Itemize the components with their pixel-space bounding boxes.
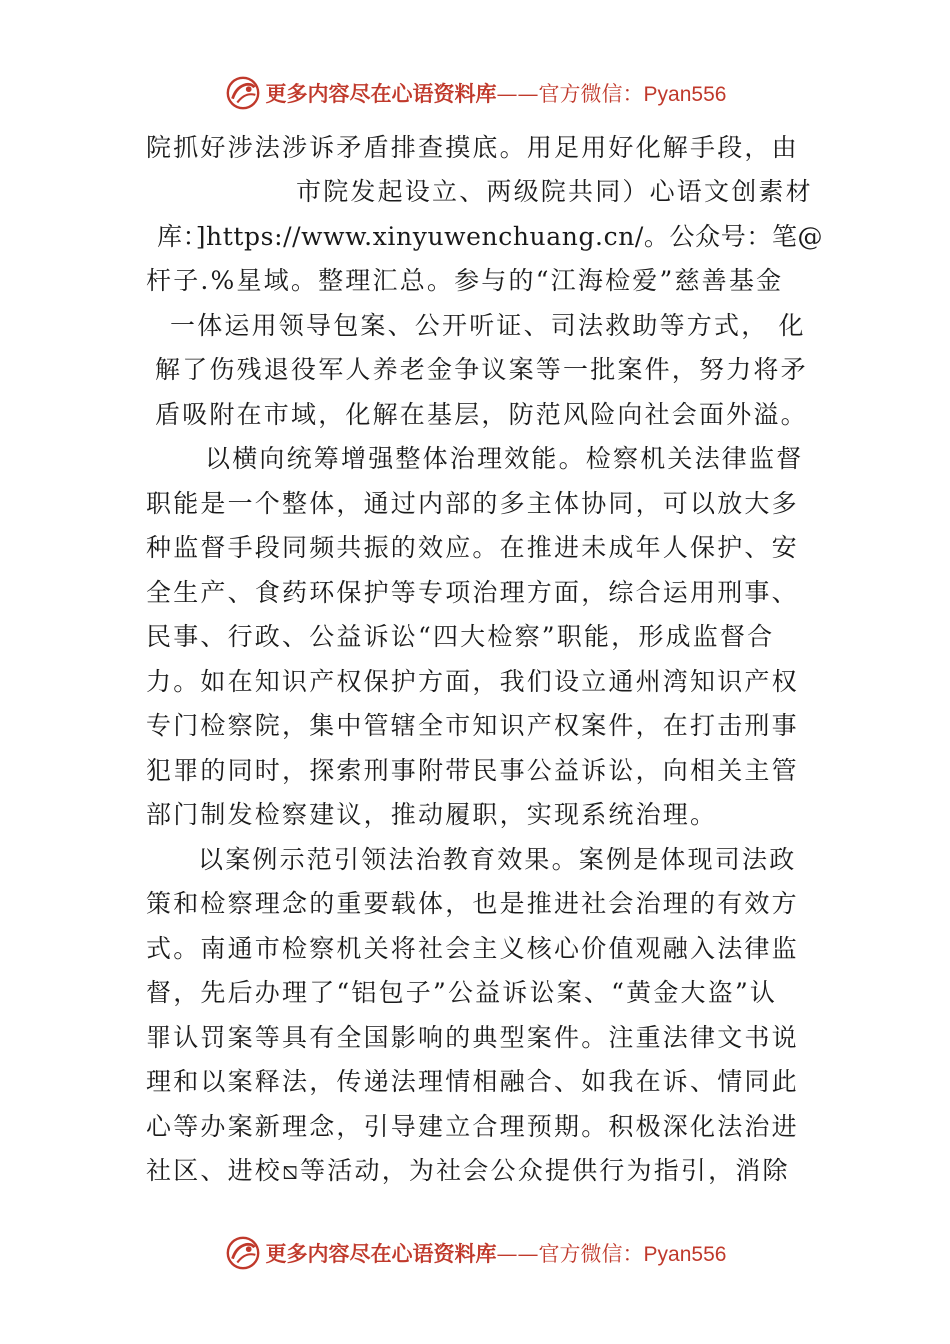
body-line: 民事、行政、公益诉讼“四大检察”职能，形成监督合 <box>146 622 775 651</box>
body-line: 种监督手段同频共振的效应。在推进未成年人保护、安 <box>146 533 799 562</box>
watermark-wechat-id: Pyan556 <box>643 83 727 106</box>
body-line: 以案例示范引领法治教育效果。案例是体现司法政 <box>198 845 797 874</box>
body-line: 社区、进校⧅等活动，为社会公众提供行为指引，消除 <box>146 1156 790 1185</box>
body-line: 市院发起设立、两级院共同）心语文创素材 <box>296 177 813 206</box>
footer-watermark <box>0 1228 950 1278</box>
body-line: 督，先后办理了“铝包子”公益诉讼案、“黄金大盗”认 <box>146 978 778 1007</box>
body-line: 专门检察院，集中管辖全市知识产权案件，在打击刑事 <box>146 711 799 740</box>
xinyu-logo-icon <box>224 74 262 112</box>
body-line: 职能是一个整体，通过内部的多主体协同，可以放大多 <box>146 489 799 518</box>
body-line: 罪认罚案等具有全国影响的典型案件。注重法律文书说 <box>146 1023 799 1052</box>
body-line: 全生产、食药环保护等专项治理方面，综合运用刑事、 <box>146 578 799 607</box>
body-line: 犯罪的同时，探索刑事附带民事公益诉讼，向相关主管 <box>146 756 799 785</box>
watermark-wechat-id: Pyan556 <box>643 1243 727 1266</box>
body-line: 以横向统筹增强整体治理效能。检察机关法律监督 <box>205 444 804 473</box>
watermark-text <box>266 78 727 108</box>
watermark-brand: 更多内容尽在心语资料库 <box>265 81 497 106</box>
body-line: 杆子.%星域。整理汇总。参与的“江海检爱”慈善基金 <box>146 266 784 295</box>
body-line: 盾吸附在市域，化解在基层，防范风险向社会面外溢。 <box>155 400 808 429</box>
body-line: 解了伤残退役军人养老金争议案等一批案件，努力将矛 <box>155 355 808 384</box>
body-line: 式。南通市检察机关将社会主义核心价值观融入法律监 <box>146 934 799 963</box>
watermark-brand: 更多内容尽在心语资料库 <box>265 1241 497 1266</box>
watermark-label: 官方微信： <box>538 82 644 106</box>
watermark-text <box>266 1238 727 1268</box>
body-line: 理和以案释法，传递法理情相融合、如我在诉、情同此 <box>146 1067 799 1096</box>
watermark-separator: —— <box>496 82 539 106</box>
body-line: 力。如在知识产权保护方面，我们设立通州湾知识产权 <box>146 667 799 696</box>
header-watermark <box>0 68 950 118</box>
body-line: 库：]https://www.xinyuwenchuang.cn/。公众号：笔@ <box>157 222 824 251</box>
body-line: 策和检察理念的重要载体，也是推进社会治理的有效方 <box>146 889 799 918</box>
xinyu-logo-icon <box>224 1234 262 1272</box>
watermark-separator: —— <box>496 1242 539 1266</box>
body-line: 部门制发检察建议，推动履职，实现系统治理。 <box>146 800 718 829</box>
watermark-label: 官方微信： <box>538 1242 644 1266</box>
body-line: 一体运用领导包案、公开听证、司法救助等方式， 化 <box>170 311 806 340</box>
body-line: 院抓好涉法涉诉矛盾排查摸底。用足用好化解手段，由 <box>146 133 799 162</box>
body-line: 心等办案新理念，引导建立合理预期。积极深化法治进 <box>146 1112 799 1141</box>
